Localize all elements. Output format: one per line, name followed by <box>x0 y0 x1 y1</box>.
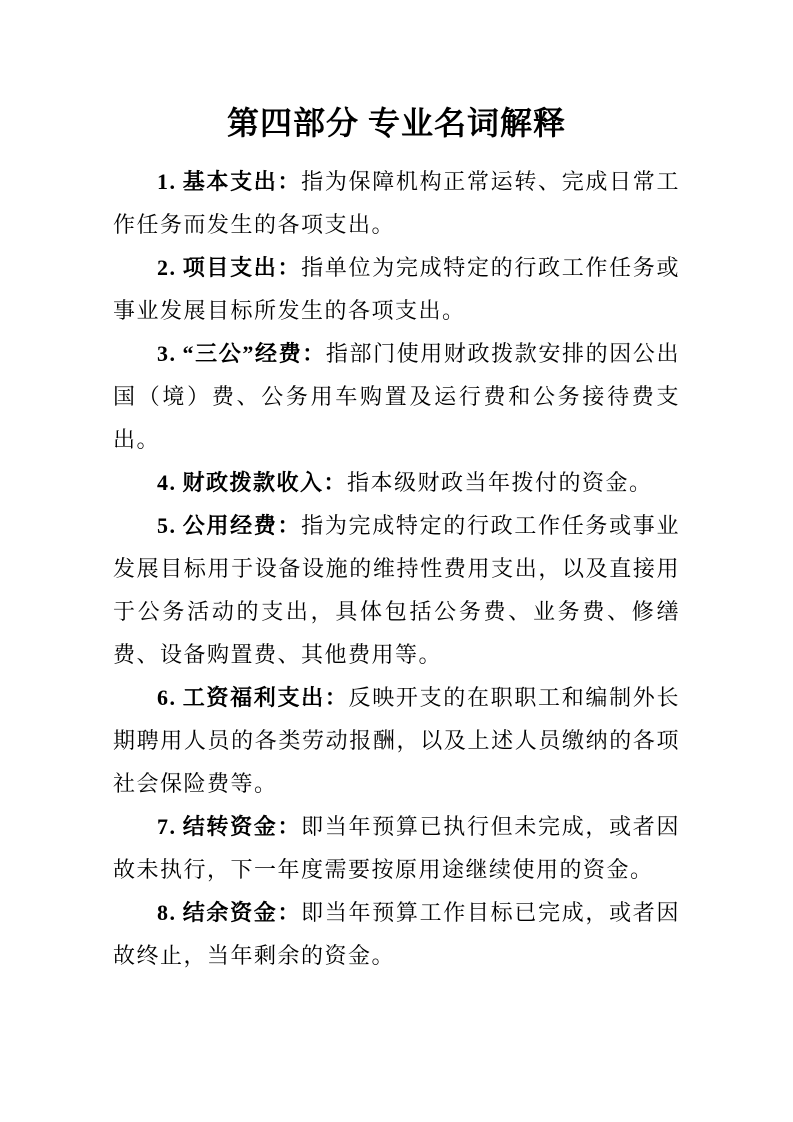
term-definition: 指为完成特定的行政工作任务或事业发展目标用于设备设施的维持性费用支出，以及直接用于公务活动的支出，具体包括公务费、业务费、修缮费、设备购置费、其他费用等。 <box>113 513 680 667</box>
term-number: 4. <box>157 470 177 495</box>
term-label: 工资福利支出： <box>182 685 349 710</box>
term-label: 结转资金： <box>182 814 302 839</box>
term-label: 公用经费： <box>182 513 302 538</box>
glossary-item <box>113 805 680 891</box>
term-definition: 指本级财政当年拨付的资金。 <box>347 470 653 495</box>
term-definition: 即当年预算已执行但未完成，或者因故未执行，下一年度需要按原用途继续使用的资金。 <box>113 814 680 882</box>
term-label: 项目支出： <box>182 255 302 280</box>
term-number: 2. <box>157 255 177 280</box>
term-definition: 即当年预算工作目标已完成，或者因故终止，当年剩余的资金。 <box>113 900 680 968</box>
term-label: 财政拨款收入： <box>182 470 348 495</box>
term-number: 5. <box>157 513 177 538</box>
page-title: 第四部分 专业名词解释 <box>226 105 566 141</box>
glossary-item <box>113 891 680 977</box>
glossary-item <box>113 160 680 246</box>
term-number: 8. <box>157 900 177 925</box>
term-number: 3. <box>157 341 177 366</box>
term-definition: 指为保障机构正常运转、完成日常工作任务而发生的各项支出。 <box>113 169 680 237</box>
glossary-item <box>113 676 680 805</box>
term-label: 结余资金： <box>182 900 302 925</box>
glossary-list <box>113 160 680 977</box>
glossary-item <box>113 246 680 332</box>
glossary-item <box>113 504 680 676</box>
term-definition: 指部门使用财政拨款安排的因公出国（境）费、公务用车购置及运行费和公务接待费支出。 <box>113 341 680 452</box>
term-number: 6. <box>157 685 177 710</box>
term-definition: 指单位为完成特定的行政工作任务或事业发展目标所发生的各项支出。 <box>113 255 680 323</box>
term-number: 7. <box>157 814 177 839</box>
glossary-item <box>113 461 680 504</box>
term-definition: 反映开支的在职职工和编制外长期聘用人员的各类劳动报酬，以及上述人员缴纳的各项社会保险费等。 <box>113 685 680 796</box>
glossary-item <box>113 332 680 461</box>
term-number: 1. <box>157 169 177 194</box>
term-label: 基本支出： <box>182 169 302 194</box>
term-label: “三公”经费： <box>182 341 326 366</box>
